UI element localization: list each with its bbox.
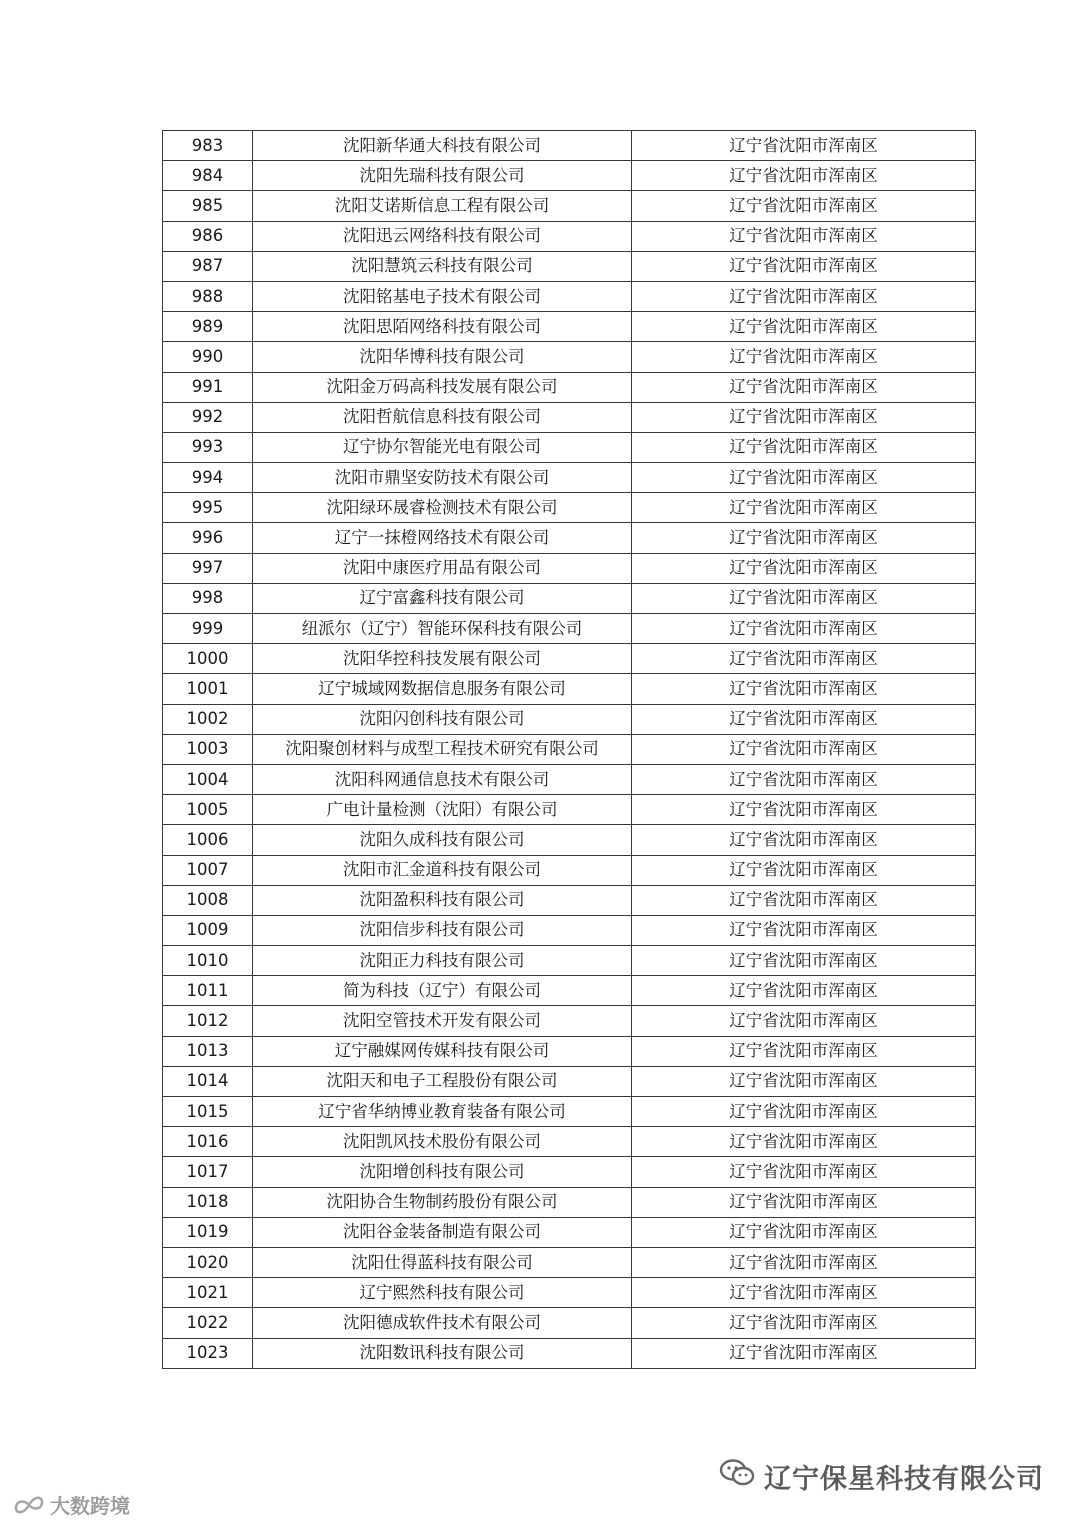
company-location: 辽宁省沈阳市浑南区 [632, 855, 976, 885]
row-number: 1022 [163, 1308, 253, 1338]
company-name: 简为科技（辽宁）有限公司 [253, 976, 632, 1006]
company-name: 沈阳协合生物制药股份有限公司 [253, 1187, 632, 1217]
table-row [163, 855, 976, 885]
company-location: 辽宁省沈阳市浑南区 [632, 885, 976, 915]
company-name: 沈阳增创科技有限公司 [253, 1157, 632, 1187]
row-number: 1009 [163, 915, 253, 945]
row-number: 994 [163, 463, 253, 493]
company-name: 沈阳金万码高科技发展有限公司 [253, 372, 632, 402]
table-row [163, 764, 976, 794]
company-name: 沈阳仕得蓝科技有限公司 [253, 1247, 632, 1277]
table-row [163, 342, 976, 372]
company-location: 辽宁省沈阳市浑南区 [632, 1097, 976, 1127]
company-name: 沈阳先瑞科技有限公司 [253, 161, 632, 191]
company-location: 辽宁省沈阳市浑南区 [632, 432, 976, 462]
table-row [163, 312, 976, 342]
table-row [163, 1066, 976, 1096]
row-number: 985 [163, 191, 253, 221]
row-number: 991 [163, 372, 253, 402]
table-row [163, 825, 976, 855]
row-number: 1016 [163, 1127, 253, 1157]
row-number: 996 [163, 523, 253, 553]
company-location: 辽宁省沈阳市浑南区 [632, 825, 976, 855]
table-row [163, 221, 976, 251]
company-location: 辽宁省沈阳市浑南区 [632, 402, 976, 432]
table-row [163, 976, 976, 1006]
table-row [163, 161, 976, 191]
row-number: 1023 [163, 1338, 253, 1368]
company-name: 沈阳铭基电子技术有限公司 [253, 281, 632, 311]
table-row [163, 251, 976, 281]
table-row [163, 614, 976, 644]
company-name: 沈阳市汇金道科技有限公司 [253, 855, 632, 885]
company-name: 辽宁协尔智能光电有限公司 [253, 432, 632, 462]
company-name: 沈阳中康医疗用品有限公司 [253, 553, 632, 583]
row-number: 1008 [163, 885, 253, 915]
company-location: 辽宁省沈阳市浑南区 [632, 1036, 976, 1066]
row-number: 1007 [163, 855, 253, 885]
company-name: 纽派尔（辽宁）智能环保科技有限公司 [253, 614, 632, 644]
company-location: 辽宁省沈阳市浑南区 [632, 976, 976, 1006]
table-row [163, 915, 976, 945]
table-row [163, 583, 976, 613]
table-row [163, 795, 976, 825]
table-row [163, 1157, 976, 1187]
row-number: 1015 [163, 1097, 253, 1127]
table-row [163, 734, 976, 764]
table-row [163, 281, 976, 311]
company-name: 沈阳慧筑云科技有限公司 [253, 251, 632, 281]
company-name: 广电计量检测（沈阳）有限公司 [253, 795, 632, 825]
table-row [163, 1308, 976, 1338]
company-name: 沈阳久成科技有限公司 [253, 825, 632, 855]
company-location: 辽宁省沈阳市浑南区 [632, 734, 976, 764]
company-location: 辽宁省沈阳市浑南区 [632, 1127, 976, 1157]
company-name: 沈阳天和电子工程股份有限公司 [253, 1066, 632, 1096]
company-location: 辽宁省沈阳市浑南区 [632, 463, 976, 493]
company-name: 沈阳空管技术开发有限公司 [253, 1006, 632, 1036]
company-location: 辽宁省沈阳市浑南区 [632, 1066, 976, 1096]
company-location: 辽宁省沈阳市浑南区 [632, 674, 976, 704]
row-number: 988 [163, 281, 253, 311]
company-location: 辽宁省沈阳市浑南区 [632, 523, 976, 553]
company-name: 沈阳数讯科技有限公司 [253, 1338, 632, 1368]
table-row [163, 1278, 976, 1308]
company-location: 辽宁省沈阳市浑南区 [632, 161, 976, 191]
company-location: 辽宁省沈阳市浑南区 [632, 281, 976, 311]
table-row [163, 463, 976, 493]
row-number: 1010 [163, 946, 253, 976]
row-number: 995 [163, 493, 253, 523]
row-number: 986 [163, 221, 253, 251]
table-row [163, 1127, 976, 1157]
row-number: 993 [163, 432, 253, 462]
table-row [163, 946, 976, 976]
wechat-icon [718, 1457, 756, 1496]
company-location: 辽宁省沈阳市浑南区 [632, 1217, 976, 1247]
row-number: 999 [163, 614, 253, 644]
company-name: 沈阳艾诺斯信息工程有限公司 [253, 191, 632, 221]
company-name: 沈阳聚创材料与成型工程技术研究有限公司 [253, 734, 632, 764]
table-row [163, 1338, 976, 1368]
company-name: 沈阳绿环晟睿检测技术有限公司 [253, 493, 632, 523]
company-location: 辽宁省沈阳市浑南区 [632, 312, 976, 342]
row-number: 1013 [163, 1036, 253, 1066]
company-location: 辽宁省沈阳市浑南区 [632, 131, 976, 161]
company-name: 沈阳迅云网络科技有限公司 [253, 221, 632, 251]
company-location: 辽宁省沈阳市浑南区 [632, 221, 976, 251]
company-name: 辽宁一抹橙网络技术有限公司 [253, 523, 632, 553]
row-number: 1000 [163, 644, 253, 674]
row-number: 1017 [163, 1157, 253, 1187]
table-row [163, 432, 976, 462]
company-name: 沈阳华博科技有限公司 [253, 342, 632, 372]
table-row [163, 885, 976, 915]
company-name: 辽宁熙然科技有限公司 [253, 1278, 632, 1308]
company-name: 沈阳科网通信息技术有限公司 [253, 764, 632, 794]
company-name: 沈阳谷金装备制造有限公司 [253, 1217, 632, 1247]
account-tag [718, 1457, 1044, 1496]
company-name: 辽宁融媒网传媒科技有限公司 [253, 1036, 632, 1066]
table-row [163, 1006, 976, 1036]
infinity-logo-icon [12, 1494, 46, 1516]
row-number: 984 [163, 161, 253, 191]
table-row [163, 704, 976, 734]
row-number: 990 [163, 342, 253, 372]
row-number: 1019 [163, 1217, 253, 1247]
row-number: 1018 [163, 1187, 253, 1217]
company-name: 沈阳新华通大科技有限公司 [253, 131, 632, 161]
table-row [163, 493, 976, 523]
row-number: 1006 [163, 825, 253, 855]
company-name: 辽宁城域网数据信息服务有限公司 [253, 674, 632, 704]
company-list-table [162, 130, 976, 1369]
row-number: 987 [163, 251, 253, 281]
company-location: 辽宁省沈阳市浑南区 [632, 251, 976, 281]
row-number: 989 [163, 312, 253, 342]
company-name: 辽宁富鑫科技有限公司 [253, 583, 632, 613]
company-location: 辽宁省沈阳市浑南区 [632, 191, 976, 221]
company-name: 沈阳信步科技有限公司 [253, 915, 632, 945]
account-name: 辽宁保星科技有限公司 [764, 1464, 1044, 1495]
row-number: 1004 [163, 764, 253, 794]
row-number: 997 [163, 553, 253, 583]
row-number: 1001 [163, 674, 253, 704]
company-location: 辽宁省沈阳市浑南区 [632, 1157, 976, 1187]
table-row [163, 1097, 976, 1127]
company-location: 辽宁省沈阳市浑南区 [632, 1338, 976, 1368]
company-location: 辽宁省沈阳市浑南区 [632, 915, 976, 945]
company-location: 辽宁省沈阳市浑南区 [632, 372, 976, 402]
company-location: 辽宁省沈阳市浑南区 [632, 1278, 976, 1308]
company-location: 辽宁省沈阳市浑南区 [632, 644, 976, 674]
company-name: 沈阳思陌网络科技有限公司 [253, 312, 632, 342]
table-row [163, 523, 976, 553]
row-number: 1011 [163, 976, 253, 1006]
row-number: 992 [163, 402, 253, 432]
row-number: 983 [163, 131, 253, 161]
table-row [163, 644, 976, 674]
company-name: 沈阳凯风技术股份有限公司 [253, 1127, 632, 1157]
company-name: 沈阳闪创科技有限公司 [253, 704, 632, 734]
company-name: 沈阳华控科技发展有限公司 [253, 644, 632, 674]
company-name: 沈阳哲航信息科技有限公司 [253, 402, 632, 432]
row-number: 1012 [163, 1006, 253, 1036]
row-number: 1003 [163, 734, 253, 764]
table-row [163, 674, 976, 704]
company-name: 沈阳市鼎坚安防技术有限公司 [253, 463, 632, 493]
table-row [163, 372, 976, 402]
table-row [163, 1217, 976, 1247]
row-number: 998 [163, 583, 253, 613]
row-number: 1002 [163, 704, 253, 734]
company-location: 辽宁省沈阳市浑南区 [632, 614, 976, 644]
company-location: 辽宁省沈阳市浑南区 [632, 493, 976, 523]
company-location: 辽宁省沈阳市浑南区 [632, 1006, 976, 1036]
company-name: 沈阳正力科技有限公司 [253, 946, 632, 976]
company-location: 辽宁省沈阳市浑南区 [632, 764, 976, 794]
row-number: 1021 [163, 1278, 253, 1308]
company-location: 辽宁省沈阳市浑南区 [632, 795, 976, 825]
company-location: 辽宁省沈阳市浑南区 [632, 342, 976, 372]
company-name: 沈阳盈积科技有限公司 [253, 885, 632, 915]
company-name: 沈阳德成软件技术有限公司 [253, 1308, 632, 1338]
table-row [163, 402, 976, 432]
company-name: 辽宁省华纳博业教育装备有限公司 [253, 1097, 632, 1127]
row-number: 1005 [163, 795, 253, 825]
watermark [12, 1490, 130, 1519]
company-location: 辽宁省沈阳市浑南区 [632, 1187, 976, 1217]
table-body [163, 131, 976, 1369]
watermark-text: 大数跨境 [50, 1494, 130, 1518]
company-location: 辽宁省沈阳市浑南区 [632, 553, 976, 583]
row-number: 1020 [163, 1247, 253, 1277]
table-row [163, 553, 976, 583]
table-row [163, 1247, 976, 1277]
table-row [163, 1187, 976, 1217]
table-row [163, 191, 976, 221]
company-location: 辽宁省沈阳市浑南区 [632, 1247, 976, 1277]
company-location: 辽宁省沈阳市浑南区 [632, 704, 976, 734]
row-number: 1014 [163, 1066, 253, 1096]
company-location: 辽宁省沈阳市浑南区 [632, 946, 976, 976]
table-row [163, 131, 976, 161]
company-location: 辽宁省沈阳市浑南区 [632, 1308, 976, 1338]
table-row [163, 1036, 976, 1066]
company-location: 辽宁省沈阳市浑南区 [632, 583, 976, 613]
